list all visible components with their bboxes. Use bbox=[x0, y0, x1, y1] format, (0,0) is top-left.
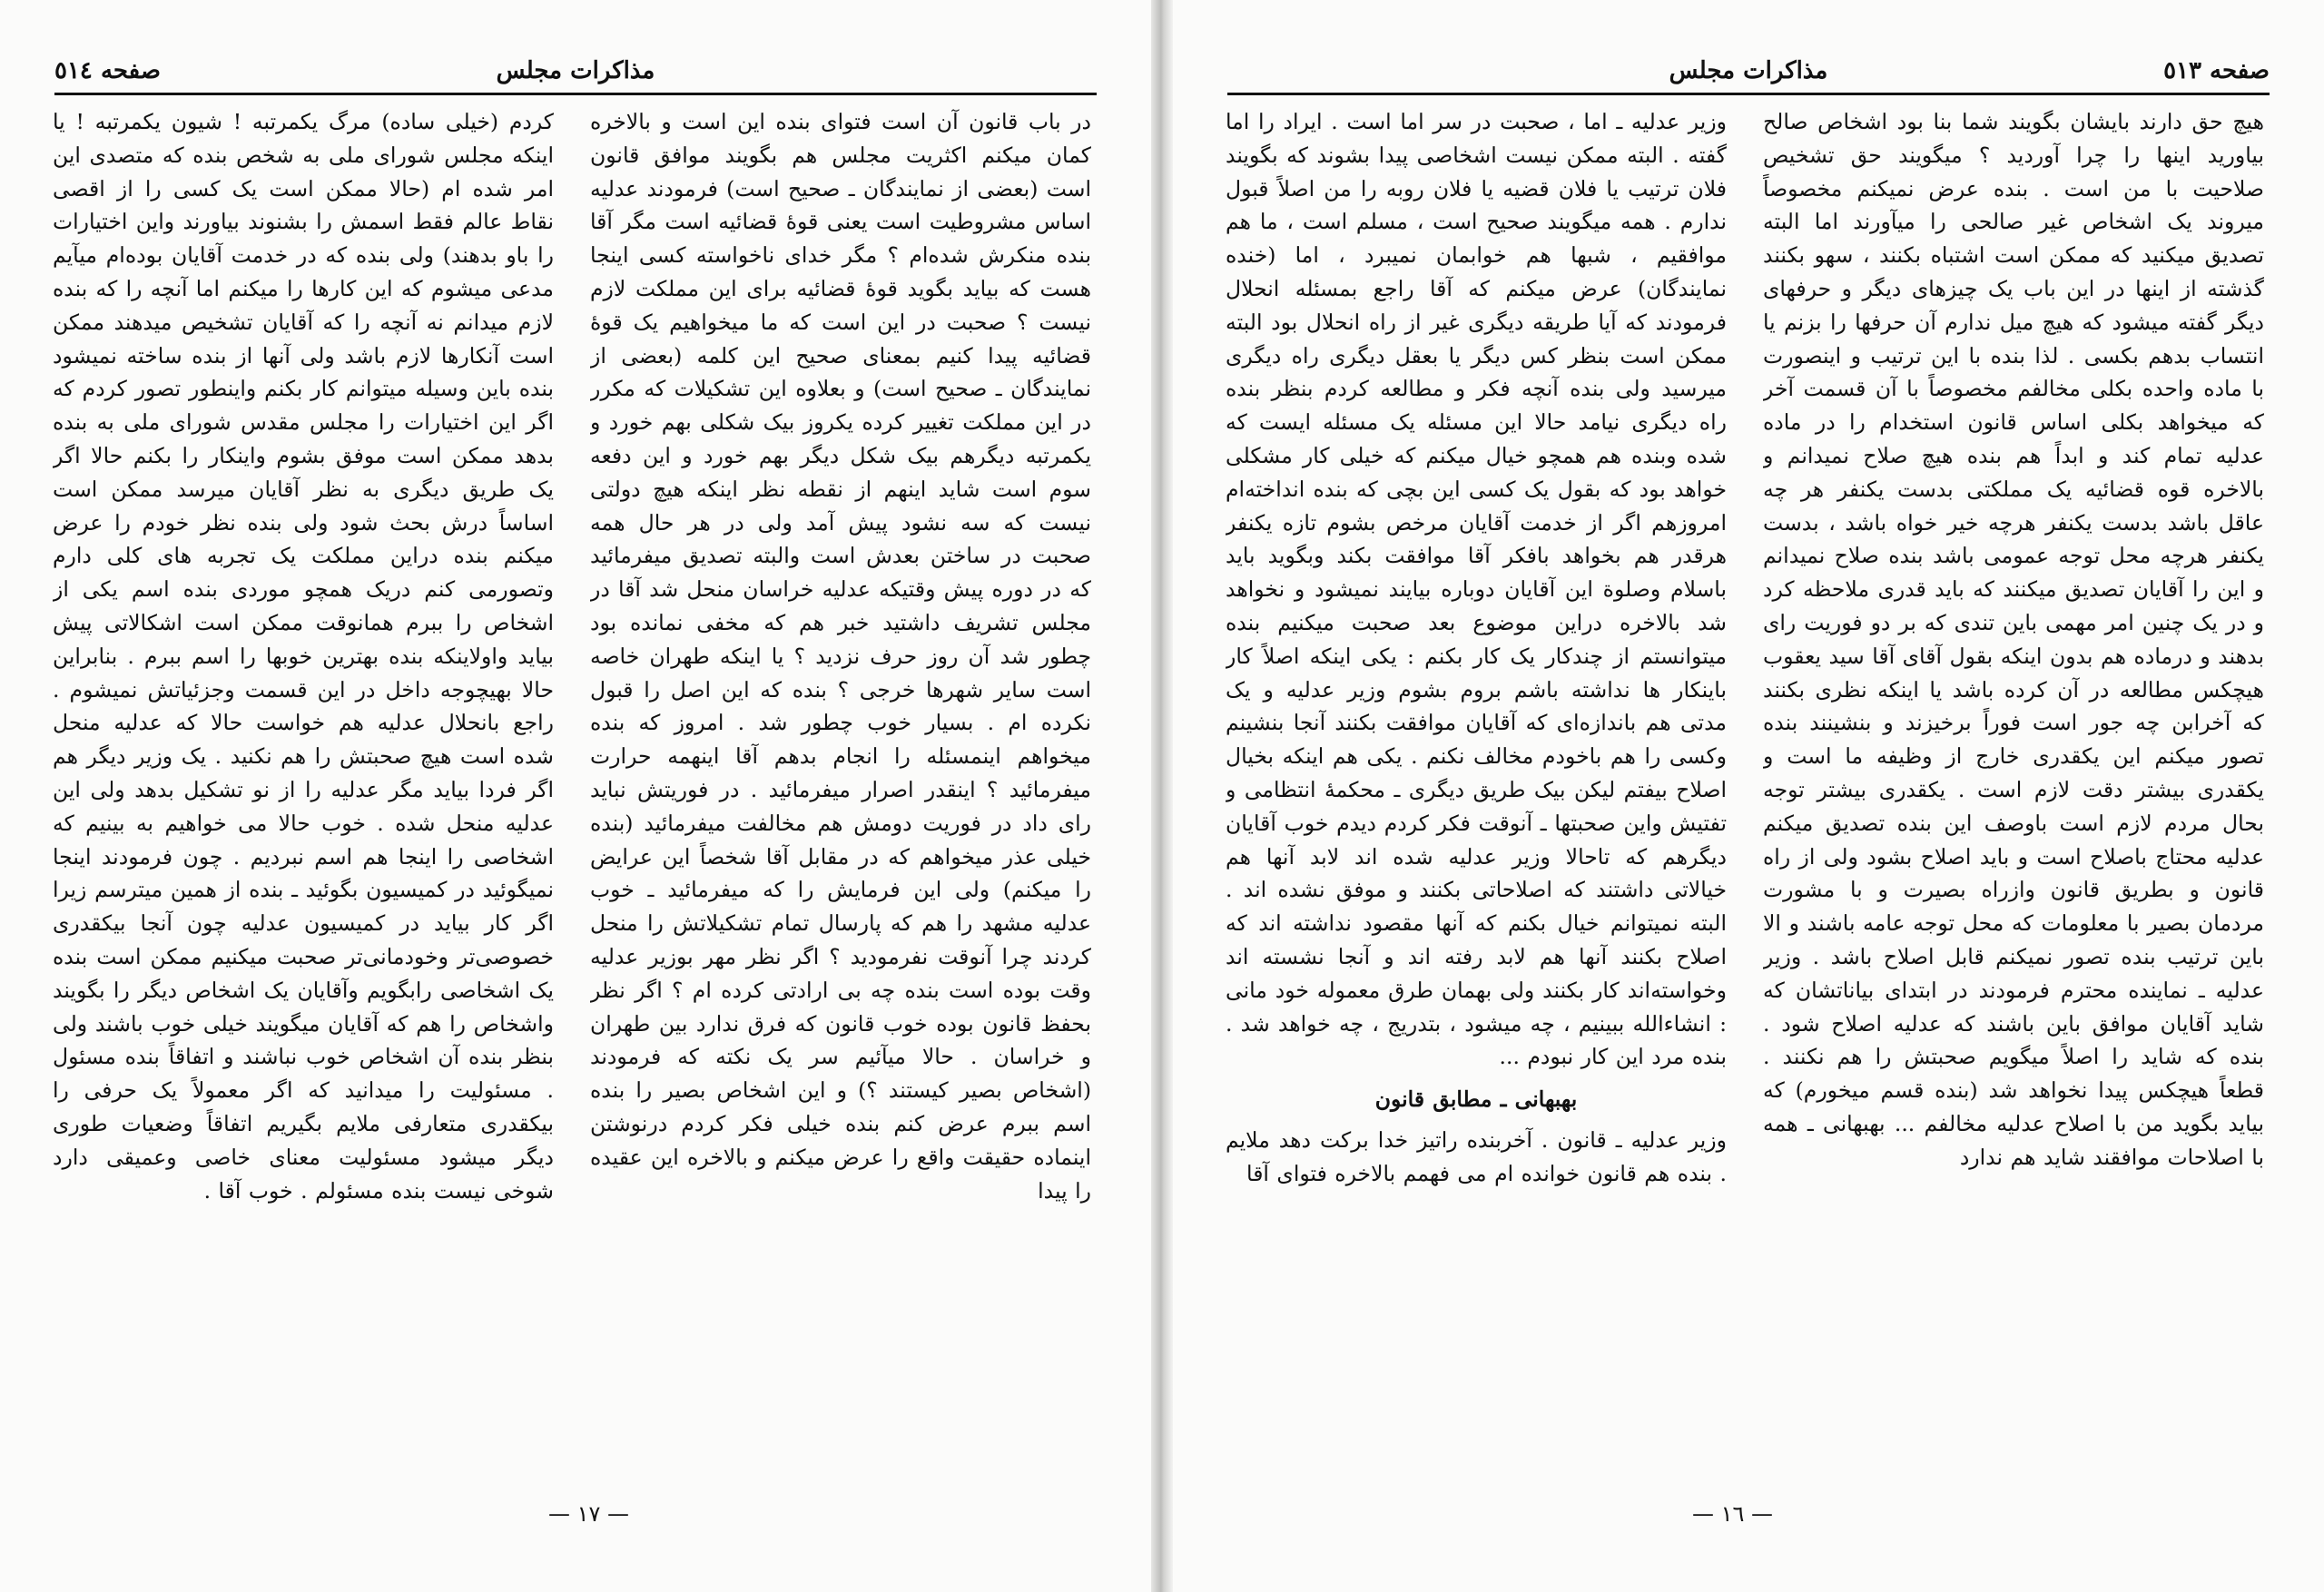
folio-number: — ١٦ — bbox=[1692, 1501, 1774, 1527]
header-rule bbox=[54, 93, 1097, 95]
column-text: در باب قانون آن است فتوای بنده این است و بالاخره کمان میکنم اکثریت مجلس هم بگویند موافق قانون است (بعضی از نمایندگان ـ صحیح است) فرمودند عدلیه اساس مشروطیت است یعنی قوهٔ قضائیه است مگر آقا بنده منکرش شده‌ام ؟ مگر خدای ناخواسته کسی اینجا هست که بیاید بگوید قوهٔ قضائیه برای این مملکت لازم نیست ؟ صحبت در این است که ما میخواهیم یک قوهٔ قضائیه پیدا کنیم بمعنای صحیح این کلمه (بعضی از نمایندگان ـ صحیح است) و بعلاوه این تشکیلات که مکرر در این مملکت تغییر کرده یکروز بیک شکلی بهم خورد و یکمرتبه دیگرهم بیک شکل دیگر بهم خورد و این دفعه سوم است شاید اینهم از نقطه نظر اینکه هیچ دولتی نیست که سه نشود پیش آمد ولی در هر حال همه صحبت در ساختن بعدش است والبته تصدیق میفرمائید که در دوره پیش وقتیکه عدلیه خراسان منحل شد آقا در مجلس تشریف داشتید خبر هم که مخفی نمانده بود چطور شد آن روز حرف نزدید ؟ یا اینکه طهران خاصه است سایر شهرها خرجی ؟ بنده که این اصل را قبول نکرده ام . بسیار خوب چطور شد . امروز که بنده میخواهم اینمسئله را انجام بدهم آقا اینهمه حرارت میفرمائید ؟ اینقدر اصرار میفرمائید . در فوریتش نباید رای داد در فوریت دومش هم مخالفت میفرمائید (بنده خیلی عذر میخواهم که در مقابل آقا شخصاً این عرایض را میکنم) ولی این فرمایش را که میفرمائید ـ خوب عدلیه مشهد را هم که پارسال تمام تشکیلاتش را منحل کردند چرا آنوقت نفرمودید ؟ اگر نظر مهر بوزیر عدلیه وقت بوده است بنده چه بی ارادتی کرده ام ؟ اگر نظر بحفظ قانون بوده خوب قانون که فرق ندارد بین طهران و خراسان . حالا میآئیم سر یک نکته که فرمودند (اشخاص بصیر کیستند ؟) و این اشخاص بصیر را بنده اسم ببرم عرض کنم بنده خیلی فکر کردم درنوشتن اینماده حقیقت واقع را عرض میکنم و بالاخره این عقیده را پیدا bbox=[590, 109, 1091, 1204]
running-title: مذاکرات مجلس bbox=[1669, 57, 1828, 84]
page-number-label: صفحه ٥١٣ bbox=[2163, 57, 2270, 84]
header-rule bbox=[1227, 93, 2270, 95]
folio-number: — ١٧ — bbox=[548, 1501, 630, 1527]
text-column-right bbox=[1763, 105, 2264, 1494]
column-text: وزیر عدلیه ـ اما ، صحبت در سر اما است . ایراد را اما گفته . البته ممکن نیست اشخاصی پیدا بشوند که بگویند فلان ترتیب یا فلان قضیه یا فلان روبه را من اصلاً قبول ندارم . همه میگویند صحیح است ، مسلم است ، ما هم موافقیم ، شبها هم خوابمان نمیبرد ، اما (خنده نمایندگان) عرض میکنم که آقا راجع بمسئله انحلال فرمودند که آیا طریقه دیگری غیر از راه انحلال بود البته ممکن است بنظر کس دیگر یا بعقل دیگری راه دیگری میرسید ولی بنده آنچه فکر و مطالعه کردم بنظر بنده راه دیگری نیامد حالا این مسئله یک مسئله ایست که شده وبنده هم همچو خیال میکنم که خیلی کار مشکلی خواهد بود که بقول یک کسی این بچی که بنده انداخته‌ام امروزهم اگر از خدمت آقایان مرخص بشوم تازه یکنفر هرقدر هم بخواهد بافکر آقا موافقت بکند وبگوید باید باسلام وصلوة این آقایان دوباره بیایند نمیشود و نخواهد شد بالاخره دراین موضوع بعد صحبت میکنیم بنده میتوانستم از چندکار یک کار بکنم : یکی اینکه اصلاً کار باینکار ها نداشته باشم بروم بشوم وزیر عدلیه و یک مدتی هم باندازه‌ای که آقایان موافقت بکنند آنجا بنشینم وکسی را هم باخودم مخالف نکنم . یکی هم اینکه بخیال اصلاح بیفتم لیکن بیک طریق دیگری ـ محکمهٔ انتظامی و تفتیش واین صحبتها ـ آنوقت فکر کردم دیدم خوب آقایان دیگرهم که تاحالا وزیر عدلیه شده اند لابد آنها هم خیالاتی داشتند که اصلاحاتی بکنند و موفق نشده اند . البته نمیتوانم خیال بکنم که آنها مقصود نداشته اند که اصلاح بکنند آنها هم لابد رفته اند و آنجا نشسته اند وخواسته‌اند کار بکنند ولی بهمان طرق معموله خود مانی : انشاءالله ببینیم ، چه میشود ، بتدریج ، چه خواهد شد . بنده مرد این کار نبودم ... bbox=[1226, 109, 1727, 1070]
column-text: وزیر عدلیه ـ قانون . آخربنده راتیز خدا برکت دهد ملایم . بنده هم قانون خوانده ام می فهمم بالاخره فتوای آقا bbox=[1226, 1126, 1727, 1186]
text-column-left bbox=[53, 105, 554, 1494]
running-title: مذاکرات مجلس bbox=[496, 57, 655, 84]
left-page-header bbox=[54, 53, 1097, 91]
right-page bbox=[1173, 0, 2324, 1592]
right-page-header bbox=[1227, 53, 2270, 91]
column-text: هیچ حق دارند بایشان بگویند شما بنا بود اشخاص صالح بیاورید اینها را چرا آوردید ؟ میگویند حق تشخیص صلاحیت با من است . بنده عرض نمیکنم مخصوصاً میروند یک اشخاص غیر صالحی را میآورند اما البته تصدیق میکنید که ممکن است اشتباه بکنند ، سهو بکنند گذشته از اینها در این باب یک چیزهای دیگر و حرفهای دیگر گفته میشود که هیچ میل ندارم آن حرفها را بزنم یا انتساب بدهم بکسی . لذا بنده با این ترتیب و اینصورت با ماده واحده بکلی مخالفم مخصوصاً با آن قسمت آخر که میخواهد بکلی اساس قانون استخدام را در ماده عدلیه تمام کند و ابداً هم بنده هیچ صلاح نمیدانم و بالاخره قوه قضائیه یک مملکتی بدست یکنفر هر چه عاقل باشد بدست یکنفر هرچه خیر خواه باشد ، بدست یکنفر هرچه محل توجه عمومی باشد بنده صلاح نمیدانم و این را آقایان تصدیق میکنند که باید قدری ملاحظه کرد و در یک چنین امر مهمی باین تندی که بر دو فوریت رای بدهند و درماده هم بدون اینکه بقول آقای آقا سید یعقوب هیچکس مطالعه در آن کرده باشد یا اینکه نظری بکنند که آخرابن چه جور است فوراً برخیزند و بنشینند بنده تصور میکنم این یکقدری خارج از وظیفه ما است و یکقدری بیشتر دقت لازم است . یکقدری بیشتر توجه بحال مردم لازم است باوصف این بنده تصدیق میکنم عدلیه محتاج باصلاح است و باید اصلاح بشود ولی از راه قانون و بطریق قانون وازراه بصیرت و با مشورت مردمان بصیر با معلومات که محل توجه عامه باشند و الا باین ترتیب بنده تصور نمیکنم قابل اصلاح باشد . وزیر عدلیه ـ نماینده محترم فرمودند در ابتدای بیاناتشان که شاید آقایان موافق باین باشند که عدلیه اصلاح شود . بنده که شاید را اصلاً میگویم صحبتش را هم نکنند . قطعاً هیچکس پیدا نخواهد شد (بنده قسم میخورم) که بیاید بگوید من با اصلاح عدلیه مخالفم ... بهبهانی ـ همه با اصلاحات موافقند شاید هم ندارد bbox=[1763, 109, 2264, 1170]
page-number-label: صفحه ٥١٤ bbox=[54, 57, 161, 84]
text-column-left bbox=[1226, 105, 1727, 1494]
book-gutter bbox=[1151, 0, 1173, 1592]
speaker-heading: بهبهانی ـ مطابق قانون bbox=[1374, 1086, 1578, 1113]
column-text: کردم (خیلی ساده) مرگ یکمرتبه ! شیون یکمرتبه ! یا اینکه مجلس شورای ملی به شخص بنده که متصدی این امر شده ام (حالا ممکن است یک کسی را از اقصی نقاط عالم فقط اسمش را بشنوند بیاورند واین اختیارات را باو بدهند) ولی بنده که در خدمت آقایان بوده‌ام میآیم مدعی میشوم که این کارها را میکنم اما آنچه را که بنده لازم میدانم نه آنچه را که آقایان تشخیص میدهند ممکن است آنکارها لازم باشد ولی آنها از بنده ساخته نمیشود بنده باین وسیله میتوانم کار بکنم واینطور تصور کردم که اگر این اختیارات را مجلس مقدس شورای ملی به بنده بدهد ممکن است موفق بشوم واینکار را بکنم حالا اگر یک طریق دیگری به نظر آقایان میرسد ممکن است اساساً درش بحث شود ولی بنده نظر خودم را عرض میکنم بنده دراین مملکت یک تجربه های کلی دارم وتصورمی کنم دریک همچو موردی بنده اسم یکی از اشخاص را ببرم همانوقت ممکن است اشکالاتی پیش بیاید واولاینکه بنده بهترین خوبها را اسم ببرم . بنابراین حالا بهیچوجه داخل در این قسمت وجزئیاتش نمیشوم . راجع بانحلال عدلیه هم خواست حالا که عدلیه منحل شده است هیچ صحبتش را هم نکنید . یک وزیر دیگر هم اگر فردا بیاید مگر عدلیه را از نو تشکیل بدهد ولی این عدلیه منحل شده . خوب حالا می خواهیم به بینیم که اشخاصی را اینجا هم اسم نبردیم . چون فرمودند اینجا نمیگوئید در کمیسیون بگوئید ـ بنده از همین میترسم زیرا اگر کار بیاید در کمیسیون عدلیه چون آنجا بیکقدری خصوصی‌تر وخودمانی‌تر صحبت میکنیم ممکن است بنده یک اشخاصی رابگویم وآقایان یک اشخاص دیگر را بگویند واشخاص را هم که آقایان میگویند خیلی خوب باشند ولی بنظر بنده آن اشخاص خوب نباشند و اتفاقاً بنده مسئول . مسئولیت را میدانید که اگر معمولاً یک حرفی را بیکقدری متعارفی ملایم بگیریم اتفاقاً وضعیات طوری دیگر میشود مسئولیت معنای خاصی وعمیقی دارد شوخی نیست بنده مسئولم . خوب آقا . bbox=[53, 109, 554, 1204]
text-column-right bbox=[590, 105, 1091, 1494]
left-page bbox=[0, 0, 1151, 1592]
